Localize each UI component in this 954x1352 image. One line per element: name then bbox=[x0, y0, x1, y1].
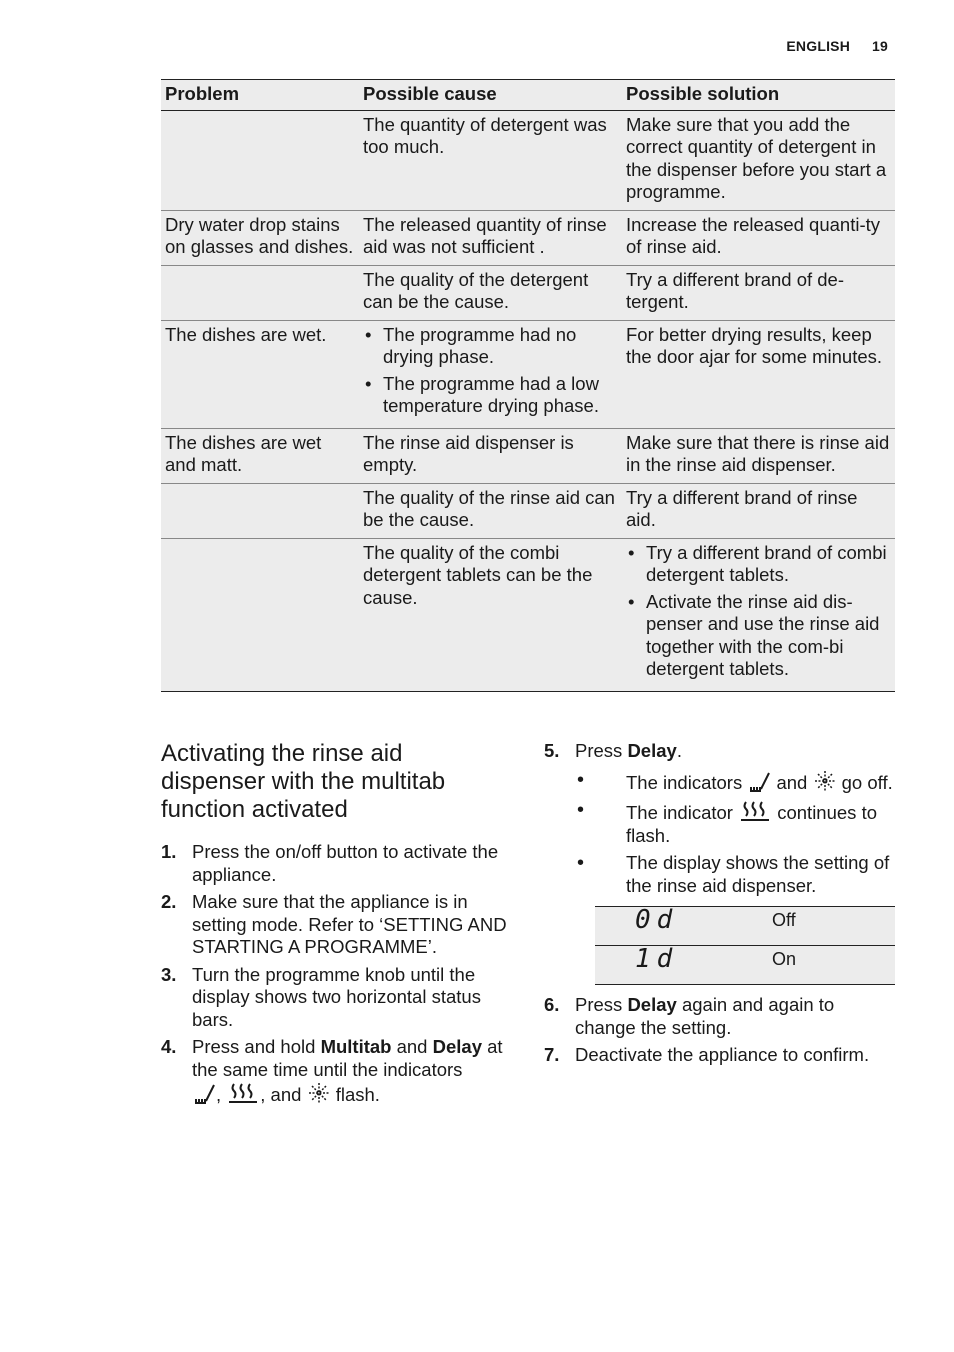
table-row bbox=[595, 907, 895, 946]
cell-cause: The quality of the rinse aid can be the cause. bbox=[359, 483, 622, 538]
cell-problem: The dishes are wet and matt. bbox=[161, 428, 359, 483]
steps-list bbox=[161, 841, 511, 1107]
step-item: 4. Press and hold Multitab and Delay at the same time until the indicators , , and flash. bbox=[161, 1036, 503, 1105]
page-header bbox=[786, 38, 888, 54]
cell-solution: For better drying results, keep the door ajar for some minutes. bbox=[622, 320, 895, 428]
sparkle-icon bbox=[307, 1081, 331, 1105]
list-item: • The display shows the setting of the rinse aid dispenser. bbox=[595, 852, 896, 897]
list-item: • Try a different brand of combi detergent tablets. bbox=[646, 542, 891, 587]
table-row bbox=[161, 210, 895, 265]
display-code: 1d bbox=[595, 946, 766, 985]
step-item: 3. Turn the programme knob until the display shows two horizontal status bars. bbox=[161, 963, 481, 1030]
display-code: 0d bbox=[595, 907, 766, 946]
col-header-cause: Possible cause bbox=[359, 80, 622, 111]
rinse-aid-icon bbox=[747, 769, 771, 793]
table-header-row bbox=[161, 80, 895, 111]
list-item: • The programme had a low temperature drying phase. bbox=[383, 373, 618, 418]
cell-problem: The dishes are wet. bbox=[161, 320, 359, 428]
display-settings-table bbox=[595, 906, 895, 985]
cell-cause: The quantity of detergent was too much. bbox=[359, 110, 622, 210]
steps-list-end bbox=[544, 994, 896, 1067]
table-row bbox=[161, 538, 895, 691]
step-item: 2. Make sure that the appliance is in setting mode. Refer to ‘SETTING AND STARTING A PROGRAMME’. bbox=[161, 891, 507, 957]
cell-problem bbox=[161, 110, 359, 210]
table-row bbox=[595, 946, 895, 985]
table-row bbox=[161, 483, 895, 538]
section-title: Activating the rinse aid dispenser with the multitab function activated bbox=[161, 740, 446, 823]
rinse-aid-icon bbox=[192, 1081, 216, 1105]
step-item: 5. Press Delay. • The indicators and go off. • The indicator continues to flash. • The display shows the setting of the rinse aid dispenser. bbox=[544, 740, 896, 897]
table-row bbox=[161, 110, 895, 210]
right-column bbox=[544, 740, 896, 1072]
cell-cause: The quality of the combi detergent tablets can be the cause. bbox=[359, 538, 622, 691]
sparkle-icon bbox=[813, 769, 837, 793]
cell-problem bbox=[161, 265, 359, 320]
list-item: • The indicator continues to flash. bbox=[595, 799, 896, 847]
cell-solution: Make sure that you add the correct quantity of detergent in the dispenser before you start a programme. bbox=[622, 110, 895, 210]
display-label: Off bbox=[766, 907, 895, 946]
sub-list bbox=[575, 769, 896, 898]
cell-cause bbox=[359, 320, 622, 428]
language-label: ENGLISH bbox=[786, 38, 851, 54]
col-header-solution: Possible solution bbox=[622, 80, 895, 111]
step-item: 1. Press the on/off button to activate the appliance. bbox=[161, 841, 499, 885]
list-item: • Activate the rinse aid dis-penser and use the rinse aid together with the com-bi detergent tablets. bbox=[646, 591, 891, 681]
display-label: On bbox=[766, 946, 895, 985]
drying-icon bbox=[226, 1081, 260, 1105]
page-number: 19 bbox=[872, 38, 888, 54]
table-row bbox=[161, 428, 895, 483]
cell-solution: Increase the released quanti-ty of rinse aid. bbox=[622, 210, 895, 265]
step-item: 7. Deactivate the appliance to confirm. bbox=[544, 1044, 870, 1065]
cell-solution: Try a different brand of de-tergent. bbox=[622, 265, 895, 320]
cause-list bbox=[363, 324, 618, 418]
table-row bbox=[161, 320, 895, 428]
left-column bbox=[161, 740, 511, 1112]
cell-solution: Make sure that there is rinse aid in the rinse aid dispenser. bbox=[622, 428, 895, 483]
table-row bbox=[161, 265, 895, 320]
step-item: 6. Press Delay again and again to change the setting. bbox=[544, 994, 835, 1038]
cell-problem bbox=[161, 538, 359, 691]
cell-solution: Try a different brand of rinse aid. bbox=[622, 483, 895, 538]
list-item: • The indicators and go off. bbox=[595, 769, 896, 795]
solution-list bbox=[626, 542, 891, 681]
steps-list-continued bbox=[544, 740, 896, 897]
cell-cause: The rinse aid dispenser is empty. bbox=[359, 428, 622, 483]
list-item: • The programme had no drying phase. bbox=[383, 324, 618, 369]
cell-cause: The released quantity of rinse aid was not sufficient . bbox=[359, 210, 622, 265]
drying-icon bbox=[738, 799, 772, 823]
cell-problem: Dry water drop stains on glasses and dishes. bbox=[161, 210, 359, 265]
cell-problem bbox=[161, 483, 359, 538]
cell-solution bbox=[622, 538, 895, 691]
troubleshooting-table bbox=[161, 79, 895, 692]
col-header-problem: Problem bbox=[161, 80, 359, 111]
cell-cause: The quality of the detergent can be the cause. bbox=[359, 265, 622, 320]
